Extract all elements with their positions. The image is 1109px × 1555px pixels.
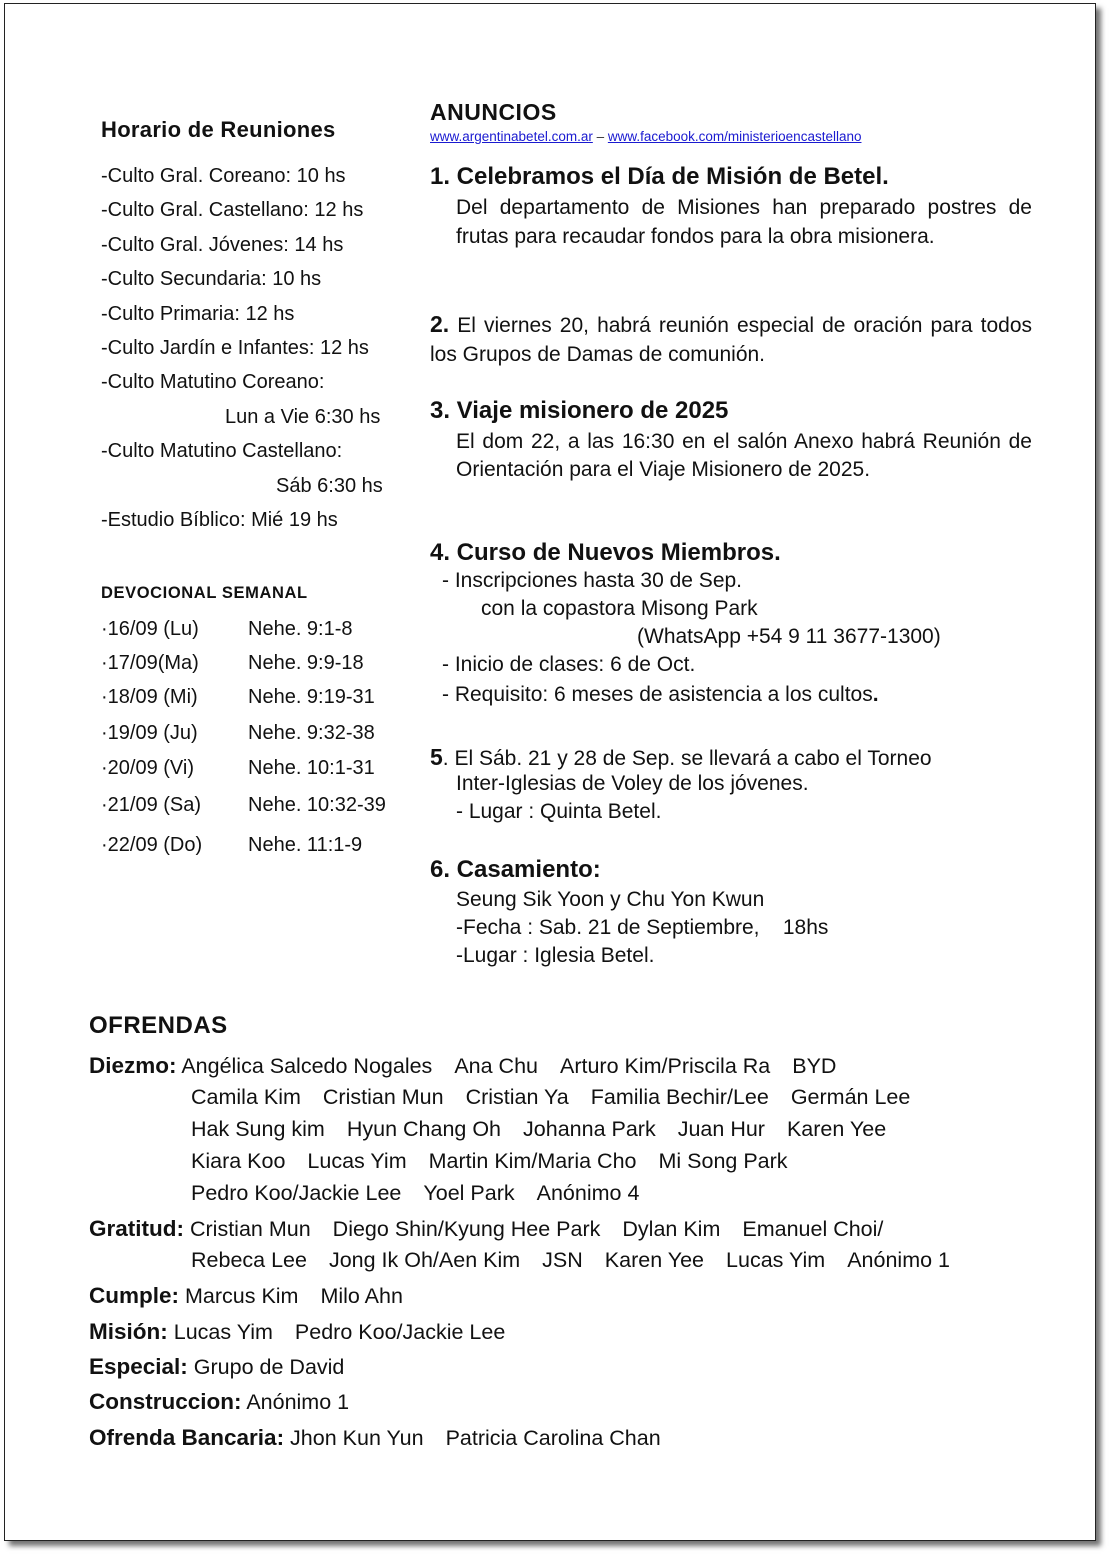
offering-name: Rebeca Lee — [191, 1248, 307, 1272]
offerings-diezmo-label: Diezmo: — [89, 1053, 177, 1078]
offerings-diezmo-row — [191, 1085, 932, 1110]
schedule-item: -Culto Gral. Jóvenes: 14 hs — [101, 233, 344, 256]
offering-name: Pedro Koo/Jackie Lee — [191, 1181, 402, 1205]
announcement-4-line — [442, 683, 879, 707]
offering-name: Arturo Kim/Priscila Ra — [559, 1054, 771, 1078]
offering-name: JSN — [542, 1248, 583, 1272]
offering-name: Cristian Mun — [189, 1217, 311, 1241]
offering-name: Hyun Chang Oh — [346, 1117, 502, 1141]
offering-name: Milo Ahn — [320, 1284, 403, 1308]
offerings-bancaria-label: Ofrenda Bancaria: — [89, 1425, 285, 1450]
offerings-title: OFRENDAS — [89, 1012, 228, 1039]
offering-name: Jong Ik Oh/Aen Kim — [328, 1248, 521, 1272]
announcement-4-title: 4. Curso de Nuevos Miembros. — [430, 539, 781, 566]
schedule-item: -Culto Primaria: 12 hs — [101, 302, 295, 325]
devotional-date: ·16/09 (Lu) — [101, 618, 199, 640]
devotional-ref: Nehe. 9:19-31 — [248, 686, 375, 708]
announcements-title: ANUNCIOS — [430, 99, 557, 125]
offering-name: Cristian Ya — [465, 1085, 569, 1109]
offering-name: BYD — [792, 1054, 837, 1078]
offering-name: Jhon Kun Yun — [290, 1426, 424, 1450]
schedule-item: -Culto Jardín e Infantes: 12 hs — [101, 336, 369, 359]
offerings-diezmo-row — [191, 1117, 908, 1142]
schedule-title: Horario de Reuniones — [101, 117, 336, 142]
offering-name: Grupo de David — [193, 1355, 345, 1379]
offerings-diezmo-row — [191, 1181, 661, 1206]
devotional-title: DEVOCIONAL SEMANAL — [101, 584, 308, 602]
offering-name: Johanna Park — [523, 1117, 656, 1141]
facebook-link[interactable]: www.facebook.com/ministerioencastellano — [607, 129, 862, 144]
announcement-6-line: Seung Sik Yoon y Chu Yon Kwun — [456, 888, 765, 911]
offering-name: Emanuel Choi/ — [742, 1217, 884, 1241]
devotional-ref: Nehe. 11:1-9 — [248, 834, 363, 856]
offering-name: Camila Kim — [191, 1085, 301, 1109]
devotional-ref: Nehe. 10:32-39 — [248, 794, 386, 816]
offering-name: Ana Chu — [454, 1054, 538, 1078]
offering-name: Hak Sung kim — [191, 1117, 325, 1141]
devotional-date: ·22/09 (Do) — [101, 834, 203, 856]
link-separator: – — [592, 129, 608, 144]
announcement-5-line: - Lugar : Quinta Betel. — [456, 800, 662, 823]
announcement-2 — [430, 310, 1032, 369]
offering-name: Juan Hur — [677, 1117, 765, 1141]
announcement-2-number: 2. — [430, 311, 450, 337]
offering-name: Mi Song Park — [658, 1149, 788, 1173]
links-line — [430, 129, 861, 144]
offering-name: Cristian Mun — [322, 1085, 444, 1109]
announcement-5-line: Inter-Iglesias de Voley de los jóvenes. — [456, 772, 809, 795]
offering-name: Karen Yee — [786, 1117, 887, 1141]
offering-name: Germán Lee — [790, 1085, 911, 1109]
announcement-4-line5-end: . — [872, 683, 879, 706]
announcement-4-line5-text: - Requisito: 6 meses de asistencia a los cultos — [442, 683, 873, 706]
offering-name: Dylan Kim — [622, 1217, 721, 1241]
schedule-item: -Culto Gral. Castellano: 12 hs — [101, 199, 364, 222]
devotional-ref: Nehe. 10:1-31 — [248, 757, 375, 779]
offerings-especial-label: Especial: — [89, 1354, 188, 1379]
announcement-3-body: El dom 22, a las 16:30 en el salón Anexo habrá Reunión de Orientación para el Viaje Misionero de 2025. — [456, 430, 1032, 481]
schedule-item: -Culto Gral. Coreano: 10 hs — [101, 165, 346, 187]
offerings-construccion-row — [89, 1389, 371, 1415]
offerings-diezmo-row — [191, 1149, 810, 1174]
devotional-ref: Nehe. 9:32-38 — [248, 722, 375, 744]
offering-name: Familia Bechir/Lee — [590, 1085, 769, 1109]
devotional-date: ·17/09(Ma) — [101, 652, 199, 674]
schedule-list — [101, 159, 383, 537]
offerings-gratitud-row — [191, 1248, 972, 1273]
offering-name: Anónimo 4 — [536, 1181, 640, 1205]
offering-name: Anónimo 1 — [246, 1390, 350, 1414]
offering-name: Lucas Yim — [307, 1149, 407, 1173]
announcement-3-title: 3. Viaje misionero de 2025 — [430, 397, 729, 424]
offering-name: Karen Yee — [604, 1248, 705, 1272]
devotional-ref: Nehe. 9:9-18 — [248, 652, 364, 674]
offerings-diezmo-row — [89, 1053, 858, 1079]
schedule-item: -Culto Matutino Castellano: — [101, 440, 343, 463]
announcement-2-body: El viernes 20, habrá reunión especial de oración para todos los Grupos de Damas de comunión. — [430, 314, 1032, 366]
offerings-cumple-label: Cumple: — [89, 1283, 179, 1308]
announcement-4-line: - Inicio de clases: 6 de Oct. — [442, 653, 696, 676]
devotional-ref: Nehe. 9:1-8 — [248, 618, 353, 640]
schedule-item: Sáb 6:30 hs — [276, 474, 383, 497]
devotional-date: ·19/09 (Ju) — [101, 722, 198, 744]
offering-name: Anónimo 1 — [847, 1248, 951, 1272]
offerings-construccion-label: Construccion: — [89, 1389, 242, 1414]
devotional-date: ·21/09 (Sa) — [101, 794, 202, 816]
announcement-4-line: - Inscripciones hasta 30 de Sep. — [442, 569, 743, 592]
announcement-4-line: (WhatsApp +54 9 11 3677-1300) — [637, 625, 941, 648]
announcement-1-title: 1. Celebramos el Día de Misión de Betel. — [430, 163, 889, 190]
offering-name: Marcus Kim — [184, 1284, 299, 1308]
schedule-item: Lun a Vie 6:30 hs — [225, 405, 381, 428]
offerings-mision-row — [89, 1319, 527, 1345]
offering-name: Angélica Salcedo Nogales — [181, 1054, 433, 1078]
schedule-item: -Estudio Bíblico: Mié 19 hs — [101, 508, 338, 531]
offerings-cumple-row — [89, 1283, 425, 1309]
offering-name: Pedro Koo/Jackie Lee — [294, 1320, 506, 1344]
announcement-1-body: Del departamento de Misiones han preparado postres de frutas para recaudar fondos para la obra misionera. — [456, 196, 1032, 248]
devotional-date: ·18/09 (Mi) — [101, 686, 198, 708]
offerings-bancaria-row — [89, 1425, 683, 1451]
offering-name: Patricia Carolina Chan — [445, 1426, 661, 1450]
offering-name: Yoel Park — [423, 1181, 515, 1205]
offerings-gratitud-label: Gratitud: — [89, 1216, 184, 1241]
offerings-mision-label: Misión: — [89, 1319, 168, 1344]
offerings-especial-row — [89, 1354, 366, 1380]
devotional-date: ·20/09 (Vi) — [101, 757, 195, 779]
offerings-gratitud-row — [89, 1216, 905, 1242]
announcement-5 — [430, 744, 932, 771]
offering-name: Lucas Yim — [726, 1248, 826, 1272]
offering-name: Martin Kim/Maria Cho — [428, 1149, 637, 1173]
offering-name: Diego Shin/Kyung Hee Park — [332, 1217, 601, 1241]
offering-name: Lucas Yim — [173, 1320, 273, 1344]
announcement-6-title: 6. Casamiento: — [430, 856, 601, 883]
announcement-6-line: -Lugar : Iglesia Betel. — [456, 944, 655, 967]
schedule-item: -Culto Matutino Coreano: — [101, 371, 325, 394]
announcement-5-number: 5 — [430, 744, 443, 770]
bulletin-page — [4, 3, 1096, 1541]
announcement-4-line: con la copastora Misong Park — [481, 597, 758, 620]
announcement-5-line: . El Sáb. 21 y 28 de Sep. se llevará a cabo el Torneo — [442, 747, 932, 770]
announcement-6-line: -Fecha : Sab. 21 de Septiembre, 18hs — [456, 916, 829, 939]
schedule-item: -Culto Secundaria: 10 hs — [101, 268, 322, 291]
offering-name: Kiara Koo — [191, 1149, 286, 1173]
website-link[interactable]: www.argentinabetel.com.ar — [430, 129, 593, 144]
